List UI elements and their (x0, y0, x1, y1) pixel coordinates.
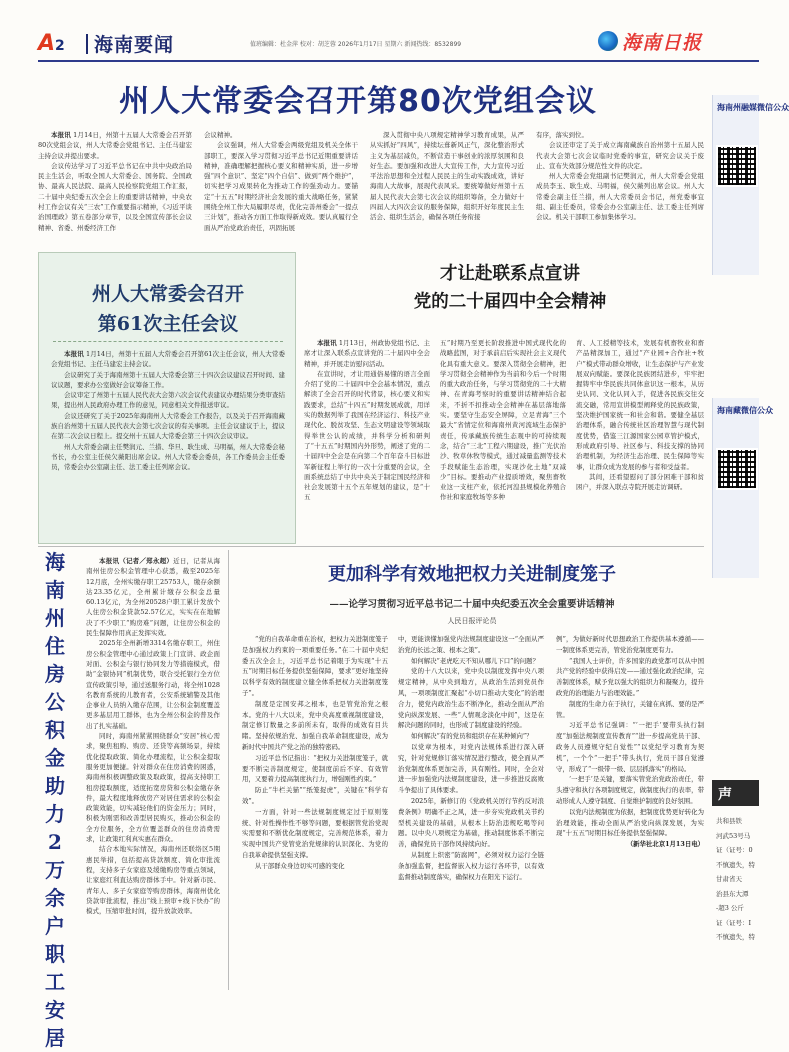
article1-col3: 深入贯彻中央八项规定精神学习教育成果，从严从实抓好“四风”，持续坛葺新风正气，深化整治形式主义为基层减负，不断营造干事创业的浓厚氛围和良好生态。要加强和改进人大宣传工作，大力宣传习近平法治思想和全过程人民民主的生动实践成效，讲好海南人大故事，展现代表风采。要统筹做好州第十五届人民代表大会第七次会议的组织筹备，全力做好十四届人大四次会议的服务保障，组织开好年度民主生活会、组织生活会，确保各项任务衔接 (370, 131, 524, 222)
divider (53, 341, 283, 342)
header-rule (38, 60, 759, 62)
page-header (0, 0, 759, 66)
divider (86, 34, 88, 54)
article5-col2: 中，更能读懂加强党内法规制度建设这一“全面从严治党的长远之策、根本之策”。 如何解决“老虎吃天不知从哪儿下口”的问题？ 党的十八大以来，党中央以制度发挥中央八项规定精神，从中央到地方，从政治生活到党员作风，一项项制度汇聚起“小切口推动大变化”的治理合力，使党内政治生态不断净化，推动全面从严治党向纵深发展、一些“人情观念淡化中间”，这是在解决问题的同时，也形成了制度建设的经验。 如何解决“有的党员和组织存在某种倾向”？ 以党章为根本，对党内法规体系进行深入研究，针对党规修订落实情况进行整改，使全面从严治党制度体系更加完善，具有刚性。同时，全会对进一步加强党内法规制度建设，进一步推进反腐败斗争提出了具体要求。 2025年，新修订的《党政机关厉行节约反对浪费条例》明确不正之风，进一步夯实党政机关节约型机关建设的基础，从根本上防治违规吃喝等问题。以中央八项规定为基础，推动制度体系不断完善，确保党员干部作风持续向好。 从制度上织密“防腐网”，必须对权力运行全链条加强监督，把监督嵌入权力运行各环节，以有效监督推动制度落实，确保权力在阳光下运行。 (398, 635, 544, 881)
article4-title: 海南州住房公积金助力2万余户职工安居 (45, 550, 65, 1050)
notice-title: 声 (712, 780, 759, 806)
article3-title: 才让赴联系点宣讲 党的二十届四中全会精神 (413, 264, 607, 312)
article1-col1: 本报讯 1月14日，州第十五届人大常委会召开第80次党组会议，州人大常委会党组书记、主任马建宏主持会议并提出要求。 会议传达学习了习近平总书记在中共中央政治局民主生活会，听取全国人大常委会、国务院、全国政协、最高人民法院、最高人民检察院党组工作汇报，二十届中央纪委五次全会上的重要讲话精神，中央农村工作会议有关“三农”工作重要指示精神，《习近平谈治国理政》第五卷部分章节，以及全国宣传部长会议精神、省委、州委经济工作 (38, 131, 192, 232)
article5-col1: “党的自我革命重在治权，把权力关进制度笼子是加强权力约束的一项重要任务。”在二十届中央纪委五次全会上，习近平总书记着眼于为实现“十五五”时期目标任务提供坚强保障，要求“更好地坚持以科学有效的制度建立健全体系把权力关进制度笼子”。 制度是定国安邦之根本，也是管党治党之根本。党的十八大以来，党中央高度重视制度建设，制定修订数量之多前所未有，取得的成效有目共睹。坚持依规治党、加强自我革命制度建设，成为新时代中国共产党之治的独特密码。 习近平总书记指出：“把权力关进制度笼子，就要不断完善制度规定，使制度前后不穿、有效管用，又要着力提高制度执行力，增强刚性约束。” 防止“牛栏关猫”“纸笼捉虎”，关键在“科学有效”。 一方面，针对一些法规制度规定过于原则笼统、针对性操作性不够等问题，要根据管党治党现实需要和不断优化制度规定，完善规范体系，着力实现中国共产党管党治党规律的认识深化、为党的自我革命提供坚强支撑。 从干部群众身边切实可感的变化 (242, 635, 388, 870)
divider (38, 546, 704, 547)
divider (228, 550, 229, 990)
article5-subtitle: ——论学习贯彻习近平总书记二十届中央纪委五次全会重要讲话精神 (329, 599, 615, 610)
wechat-promo-2: 海南藏微信公众 (712, 398, 759, 578)
article5-author: 人民日报评论员 (447, 617, 497, 625)
article4-body: 本报讯（记者／郑永超）近日，记者从海南州住房公积金管理中心获悉，截至2025年12月底，全州实缴存职工25753人，缴存余额达23.35亿元，全州累计缴存公积金总量60.13亿元，为全州20528户职工累计发放个人住房公积金贷款52.57亿元，实实在在地解决了不少职工“购房难”问题，让住房公积金的民生保障作用真正发挥实效。 2025年全州新增3314名缴存职工，州住房公积金管理中心通过政策上门宣讲、政企面对面、公积金与银行协同发力等措施模式，借助“金银协同”机制优势，联合受托银行全方位宣传政策引导，通过送服务行动，将全州1028名教育系统的儿教育者，公安系统辅警及其他企事业人员纳入缴存范围，让公积金制度覆盖更多基层用工群体，也为全州公积金的普及作出了扎实基础。 同时，海南州紧紧围绕群众“安居”核心需求，聚焦租购、购房、还贷等高频场景，持续优化提取政策、简化办理流程，让公积金提取服务更加便捷。针对群众在住房消费的困惑，海南州积极调整政策及取政策，提高支持职工租房提取额度，适度拓宽房贷和公积金缴存条件，最大程度地释放房产对居住需求的公积金政策效能，切实减轻他们的资金压力；同时，积极为刚需和改善型居民购买，推动公积金的全方位服务，全方位覆盖群众的住房消费需求，让政策红利真实惠在群众。 结合本地实际情况，海南州还联络区5期惠民举措，包括提高贷款额度、简化审批流程，支持多子女家庭及缓缴购房等重点领域，让家庭红利直达购房群体手中。针对新市民、青年人、多子女家庭等购房群体，海南州优化贷款审批流程，推出“线上预审+线下快办”的模式，压缩审批时间，提升放款效率。 (86, 557, 221, 916)
page-meta: 值班编辑：杜金萍 校对：胡芝蓉 2026年1月17日 星期六 新闻热线：8532899 (250, 41, 462, 48)
wechat-promo-1: 海南州融媒微信公众 (712, 95, 759, 275)
page-number: A2 (38, 31, 65, 56)
article1-col2: 会议精神。 会议强调，州人大常委会两级党组及机关全体干部职工，要深入学习贯彻习近平总书记近期重要讲话精神，准确理解把握核心要义和精神实质，进一步增强“四个意识”、坚定“四个自信”、做到“两个维护”，切实把学习成果转化为推动工作的强劲动力。要锚定“十五五”时期经济社会发展的重大战略任务，紧紧围绕全州工作大局履职尽责，优化完善州委会“一提点三计划”，推动各方面工作取得新成效。要认真履行全面从严治党政治责任，巩固拓展 (204, 131, 358, 232)
notice-column (712, 780, 759, 1010)
article2-body: 本报讯 1月14日，州第十五届人大常委会召开第61次主任会议，州人大常委会党组书记、主任马建宏主持会议。 会议研究了关于海南州第十五届人大常委会第三十四次会议建议召开时间、建议议题，要求办公室做好会议筹备工作。 会议审定了州第十五届人民代表大会第六次会议代表建议办理结果分类审查结果，提出州人民政府办理工作的意见，同意相关文件报送审议。 会议还研究了关于2025年海南州人大常委会工作报告，以及关于召开海南藏族自治州第十五届人民代表大会第七次会议的有关事项。主任会议建议于上，提议在第二次会议日程上。提交州十五届人大常委会第三十四次会议审议。 州人大常委会副主任樊润元、兰措、华旦、耿生成、马明福，州人大常委会秘书长，办公室主任侯欠薇阳出席会议。州人大常委会委员，各工作委员会主任委员，常委会办公室副主任、法工委主任列席会议。 (51, 350, 285, 472)
globe-icon (598, 31, 618, 51)
article3-col1: 本报讯 1月13日，州政协党组书记、主席才让深入联系点宣讲党的二十届四中全会精神，并开展走访慰问活动。 在宣讲时，才让用通俗易懂的语言全面介绍了党的二十届四中全会基本情况，重点解读了全会召开的时代背景，核心要义和实践要求，总结“十四五”时期发展成就，用详实的数据列举了我国在经济运行、科技产业现代化、脱贫攻坚、生态文明建设等领域取得举世公认的成绩，并科学分析和研判了“十五五”时期国内外形势，阐述了党的二十届四中全会是在向第二个百年奋斗目标进军新征程上举行的一次十分重要的会议，全面系统总结了中共中央关于制定国民经济和社会发展第十五个五年规划的建议，是“十五 (304, 339, 430, 502)
article3-col2: 五”时期乃至更长阶段推进中国式现代化的战略蓝图，对于承前启后实现社会主义现代化具有重大意义。要深入贯彻全会精神，把学习贯彻全会精神作为当前和今后一个时期的重大政治任务，与学习贯彻党的二十大精神、在青海考察时的重要讲话精神结合起来，不折不扣推动全会精神在基层落地落实。要坚守生态安全屏障，立足青海“三个最大”省情定位和海南州黄河流域生态保护责任，传承藏族传统生态观中的可持续观念，结合“三北”工程六期建设，推广光伏治沙、牧草休牧等模式，通过减量监测等技术手段赋能生态治理，实现沙化土地“双减少”目标。要推动产业提质增效，聚焦畜牧业这一支柱产业，依托河湟县规模化养殖合作社和家庭牧场等多种 (440, 339, 566, 502)
article2-box (38, 252, 296, 544)
main-headline: 州人大常委会召开第80次党组会议 (119, 84, 597, 119)
article5-col3: 例”，为做好新时代思想政治工作提供基本遵循——一制度体系更完善，管党治党制度更有力。 “我国人士评价，许多国家的政党都可以从中国共产党的经验中获得启发——通过强化政治纪律，完善制度体系，赋予党以强大的组织力和凝聚力，提升政党的治理能力与治理效能。” 制度的生命力在于执行，关键在真抓、要的是严管。 习近平总书记强调：“‘一把手’要带头执行制度“加强法规制度宣传教育”“进一步提高党员干部、政务人员遵规守纪自觉性”“以党纪学习教育为契机”，一个个“一把手”带头执行，党员干部自觉遵守，形成了“一级带一级、层层抓落实”的格局。 ‘一把手’是关键，要落实管党治党政治责任，带头遵守和执行各项制度规定，做制度执行的表率，带动形成人人遵守制度、自觉维护制度的良好氛围。 以党内法规制度为依据，把制度优势更好转化为治理效能，推动全面从严治党向纵深发展，为实现“十五五”时期目标任务提供坚强保障。 （新华社北京1月13日电） (556, 635, 704, 849)
newspaper-logo: 海南日报 (598, 30, 724, 52)
section-title: 海南要闻 (94, 34, 175, 56)
article1-col4: 有序，落实到位。 会议还审定了关于成立海南藏族自治州第十五届人民代表大会第七次会议临时党委的事宜，研究会议关于废止、宣布失效部分规范性文件的决定。 州人大常委会党组副书记樊润元，州人大常委会党组成员李玉、耿生成、马明福，侯欠薇列出席会议。州人大常委会副主任兰措，州人大常委员会书记，州党委事宜组、副主任委员，常委会办公室副主任、法工委主任列席会议。机关干部职工参加集体学习。 (536, 131, 704, 222)
article2-title: 州人大常委会召开 第61次主任会议 (91, 283, 244, 335)
article3-col3: 育、人工授精等技术，发展有机畜牧业和畜产品精深加工，通过“产业园+合作社+牧户”模式带动群众增收，让生态保护与产业发展双向赋能。要深化民族团结进步，牢牢把握铸牢中华民族共同体意识这一根本，从历史认同、文化认同入手，促进各民族交往交流交融，常用宣讲模型阐释党的民族政策，坚决维护国家统一和社会和谐。要健全基层治理体系，融合传统社区治理智慧与现代制度优势，借鉴三江源国家公园草管护模式，形成政府引导、社区参与、科技支撑的协同治理机制，为经济生态治理、民生保障等实事，让群众成为发展的参与者和受益者。 其间，还看望慰问了部分困难干部和贫困户，并深入联点寺院开展走访调研。 (576, 339, 704, 492)
qr-code-icon[interactable] (716, 448, 758, 490)
notice-text: 共和县铁 河武53号马 证（证号：0 不慎遗失，特 甘肃省天 治县东大潭 -超3 公斤 证（证号：I 不慎遗失，特 (716, 817, 755, 941)
qr-code-icon[interactable] (716, 145, 758, 187)
article5-title: 更加科学有效地把权力关进制度笼子 (328, 564, 616, 585)
